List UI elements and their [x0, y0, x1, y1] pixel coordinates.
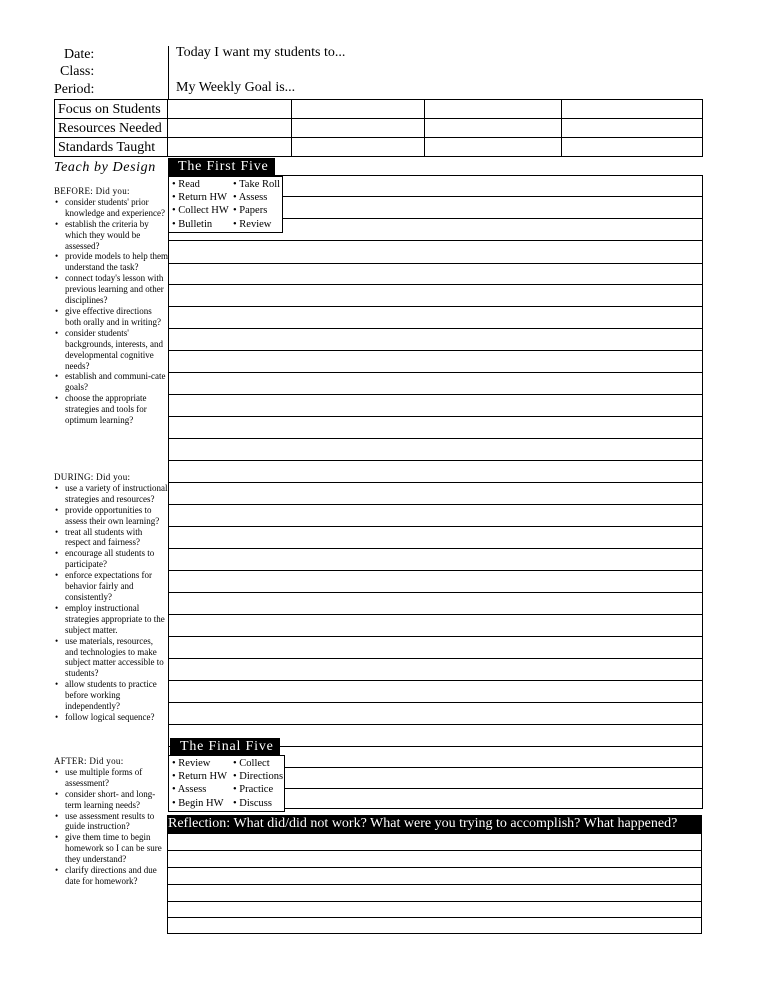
final-five-item: • Return HW — [172, 771, 227, 783]
list-item: • provide models to help them understand the task? — [54, 251, 168, 273]
after-section — [54, 756, 168, 887]
ruled-line — [168, 702, 702, 703]
first-five-item: • Collect HW — [172, 205, 229, 217]
ruled-line — [168, 394, 702, 395]
final-five-item: • Directions — [233, 771, 284, 783]
ruled-line — [167, 833, 702, 834]
final-five-item: • Review — [172, 758, 211, 769]
table-row — [55, 138, 703, 157]
list-item: • use assessment results to guide instruction? — [54, 811, 168, 833]
first-five-item: • Papers — [233, 205, 268, 217]
during-section — [54, 472, 168, 723]
list-item: • treat all students with respect and fairness? — [54, 527, 168, 549]
period-label: Period: — [54, 82, 95, 97]
planning-table — [54, 99, 703, 157]
reflection-right-border — [701, 815, 702, 933]
list-item: • choose the appropriate strategies and tools for optimum learning? — [54, 393, 168, 426]
list-item: • encourage all students to participate? — [54, 548, 168, 570]
ruled-line — [168, 306, 702, 307]
final-five-box — [168, 755, 285, 812]
ruled-line — [168, 284, 702, 285]
ruled-line — [168, 680, 702, 681]
date-label: Date: — [64, 47, 95, 62]
final-five-item: • Begin HW — [172, 797, 224, 809]
list-item: • follow logical sequence? — [54, 712, 168, 723]
ruled-line — [168, 350, 702, 351]
list-item: • clarify directions and due date for homework? — [54, 865, 168, 887]
list-item: • use a variety of instructional strategies and resources? — [54, 483, 168, 505]
table-row — [55, 100, 703, 119]
list-item: • employ instructional strategies appropriate to the subject matter. — [54, 603, 168, 636]
final-five-item: • Discuss — [233, 797, 272, 809]
ruled-line — [168, 460, 702, 461]
ruled-line — [168, 372, 702, 373]
first-five-item: • Bulletin — [172, 218, 213, 230]
ruled-line — [168, 614, 702, 615]
table-cell[interactable] — [168, 119, 292, 138]
final-five-title: The Final Five — [170, 738, 280, 756]
ruled-line — [168, 570, 702, 571]
list-item: • give them time to begin homework so I can be sure they understand? — [54, 832, 168, 865]
reflection-left-border — [167, 815, 168, 933]
ruled-line — [168, 482, 702, 483]
table-cell[interactable] — [425, 119, 562, 138]
list-item: • enforce expectations for behavior fairly and consistently? — [54, 570, 168, 603]
table-row — [55, 119, 703, 138]
list-item: • provide opportunities to assess their own learning? — [54, 505, 168, 527]
ruled-line — [168, 328, 702, 329]
ruled-line — [167, 901, 702, 902]
list-item: • establish and communi-cate goals? — [54, 371, 168, 393]
sidebar-title: Teach by Design — [54, 160, 156, 175]
header-divider — [168, 46, 169, 100]
list-item: • connect today's lesson with previous learning and other disciplines? — [54, 273, 168, 306]
table-cell[interactable] — [562, 119, 703, 138]
table-cell[interactable] — [562, 138, 703, 157]
weekly-goal-prompt[interactable]: My Weekly Goal is... — [176, 80, 296, 95]
table-cell[interactable] — [292, 138, 425, 157]
before-section — [54, 186, 168, 426]
standards-label: Standards Taught — [55, 138, 168, 157]
before-heading: BEFORE: Did you: — [54, 186, 130, 196]
table-cell[interactable] — [168, 100, 292, 119]
ruled-line — [168, 263, 702, 264]
ruled-line — [168, 724, 702, 725]
after-heading: AFTER: Did you: — [54, 756, 124, 766]
writing-area-left-border — [168, 175, 169, 757]
first-five-item: • Assess — [233, 192, 268, 204]
ruled-line — [168, 636, 702, 637]
ruled-line — [167, 933, 702, 934]
list-item: • use multiple forms of assessment? — [54, 767, 168, 789]
reflection-title: Reflection: What did/did not work? What were you trying to accomplish? What happened? — [168, 815, 702, 833]
table-cell[interactable] — [168, 138, 292, 157]
ruled-line — [168, 504, 702, 505]
list-item: • consider students' backgrounds, interests, and developmental cognitive needs? — [54, 328, 168, 372]
first-five-item: • Take Roll — [233, 179, 281, 190]
first-five-title: The First Five — [168, 158, 275, 176]
first-five-box — [168, 176, 283, 233]
list-item: • consider short- and long-term learning needs? — [54, 789, 168, 811]
list-item: • consider students' prior knowledge and experience? — [54, 197, 168, 219]
final-five-item: • Practice — [233, 784, 274, 796]
ruled-line — [168, 416, 702, 417]
ruled-line — [168, 240, 702, 241]
during-heading: DURING: Did you: — [54, 472, 131, 482]
ruled-line — [168, 548, 702, 549]
final-five-item: • Assess — [172, 784, 207, 796]
first-five-item: • Review — [233, 218, 272, 230]
final-five-item: • Collect — [233, 758, 270, 769]
table-cell[interactable] — [292, 100, 425, 119]
ruled-line — [167, 884, 702, 885]
writing-area-right-border — [702, 175, 703, 809]
ruled-line — [168, 438, 702, 439]
today-prompt[interactable]: Today I want my students to... — [176, 45, 346, 60]
table-cell[interactable] — [425, 100, 562, 119]
ruled-line — [168, 658, 702, 659]
class-label: Class: — [60, 64, 95, 79]
focus-label: Focus on Students — [55, 100, 168, 119]
first-five-item: • Read — [172, 179, 200, 190]
first-five-item: • Return HW — [172, 192, 227, 204]
list-item: • use materials, resources, and technologies to make subject matter accessible to students? — [54, 636, 168, 680]
table-cell[interactable] — [292, 119, 425, 138]
ruled-line — [168, 526, 702, 527]
list-item: • establish the criteria by which they would be assessed? — [54, 219, 168, 252]
list-item: • give effective directions both orally and in writing? — [54, 306, 168, 328]
resources-label: Resources Needed — [55, 119, 168, 138]
list-item: • allow students to practice before working independently? — [54, 679, 168, 712]
ruled-line — [167, 917, 702, 918]
ruled-line — [167, 867, 702, 868]
table-cell[interactable] — [562, 100, 703, 119]
ruled-line — [168, 592, 702, 593]
ruled-line — [167, 850, 702, 851]
table-cell[interactable] — [425, 138, 562, 157]
